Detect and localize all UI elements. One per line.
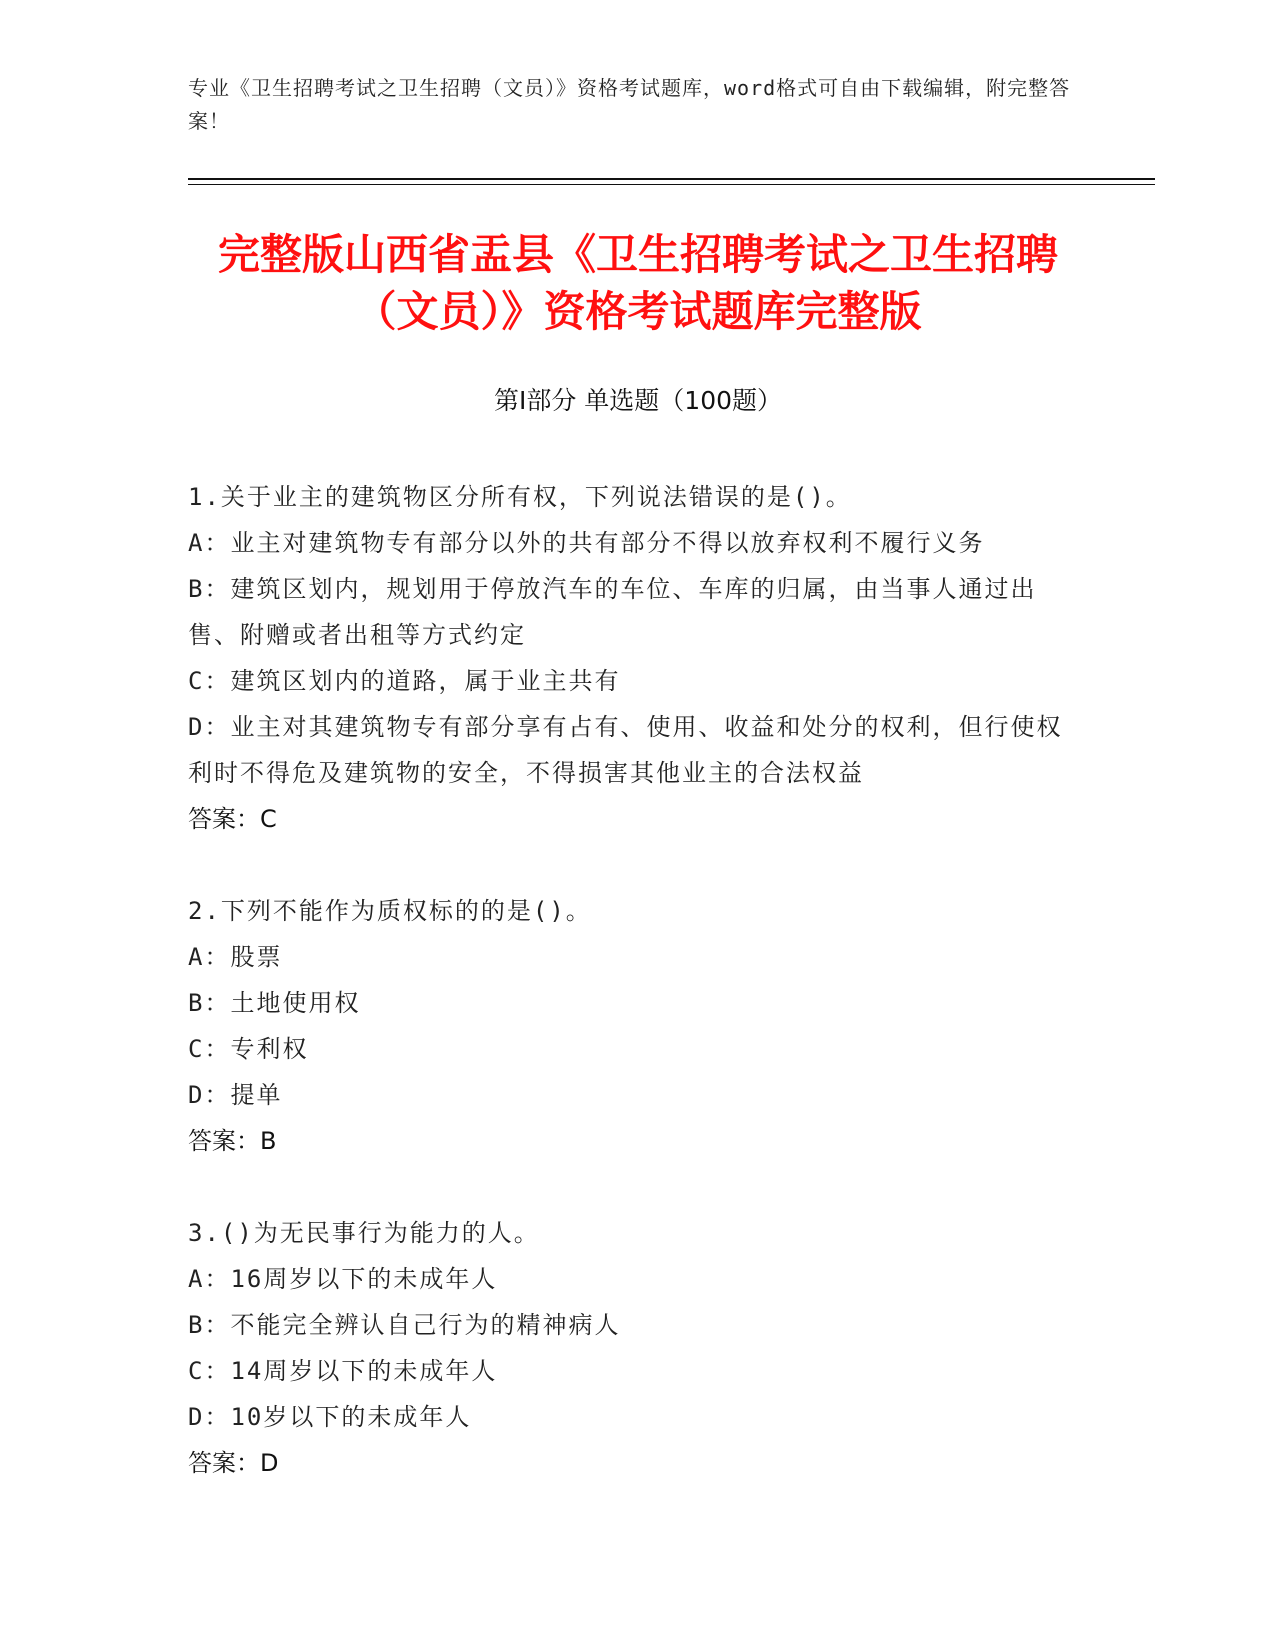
question-3 <box>188 1210 1088 1486</box>
section-heading: 第Ⅰ部分 单选题（100题） <box>493 386 783 415</box>
option-c: C：建筑区划内的道路，属于业主共有 <box>188 667 621 695</box>
option-d: D：业主对其建筑物专有部分享有占有、使用、收益和处分的权利，但行使权利时不得危及建筑物的安全，不得损害其他业主的合法权益 <box>188 713 1063 787</box>
header-divider-thin <box>188 184 1155 185</box>
question-stem: 3.()为无民事行为能力的人。 <box>188 1219 540 1247</box>
option-d: D：10岁以下的未成年人 <box>188 1403 472 1431</box>
question-stem: 1.关于业主的建筑物区分所有权，下列说法错误的是()。 <box>188 483 852 511</box>
header-divider-thick <box>188 178 1155 180</box>
option-a: A：16周岁以下的未成年人 <box>188 1265 498 1293</box>
answer-label: 答案： <box>188 1449 260 1477</box>
answer-value: C <box>260 805 277 833</box>
question-1 <box>188 474 1088 842</box>
question-stem: 2.下列不能作为质权标的的是()。 <box>188 897 592 925</box>
option-c: C：14周岁以下的未成年人 <box>188 1357 498 1385</box>
header-note: 专业《卫生招聘考试之卫生招聘（文员）》资格考试题库，word格式可自由下载编辑，附完整答案！ <box>188 76 1071 133</box>
question-2 <box>188 888 1088 1164</box>
answer-label: 答案： <box>188 1127 260 1155</box>
answer-line <box>188 1118 1088 1164</box>
answer-line <box>188 1440 1088 1486</box>
answer-value: D <box>260 1449 279 1477</box>
option-a: A：业主对建筑物专有部分以外的共有部分不得以放弃权利不履行义务 <box>188 529 985 557</box>
answer-label: 答案： <box>188 805 260 833</box>
option-d: D：提单 <box>188 1081 283 1109</box>
option-b: B：建筑区划内，规划用于停放汽车的车位、车库的归属，由当事人通过出售、附赠或者出租等方式约定 <box>188 575 1037 649</box>
answer-value: B <box>260 1127 277 1155</box>
option-b: B：土地使用权 <box>188 989 361 1017</box>
answer-line <box>188 796 1088 842</box>
question-list <box>188 474 1088 1532</box>
option-c: C：专利权 <box>188 1035 309 1063</box>
option-a: A：股票 <box>188 943 283 971</box>
option-b: B：不能完全辨认自己行为的精神病人 <box>188 1311 621 1339</box>
document-title: 完整版山西省盂县《卫生招聘考试之卫生招聘（文员）》资格考试题库完整版 <box>217 230 1058 336</box>
